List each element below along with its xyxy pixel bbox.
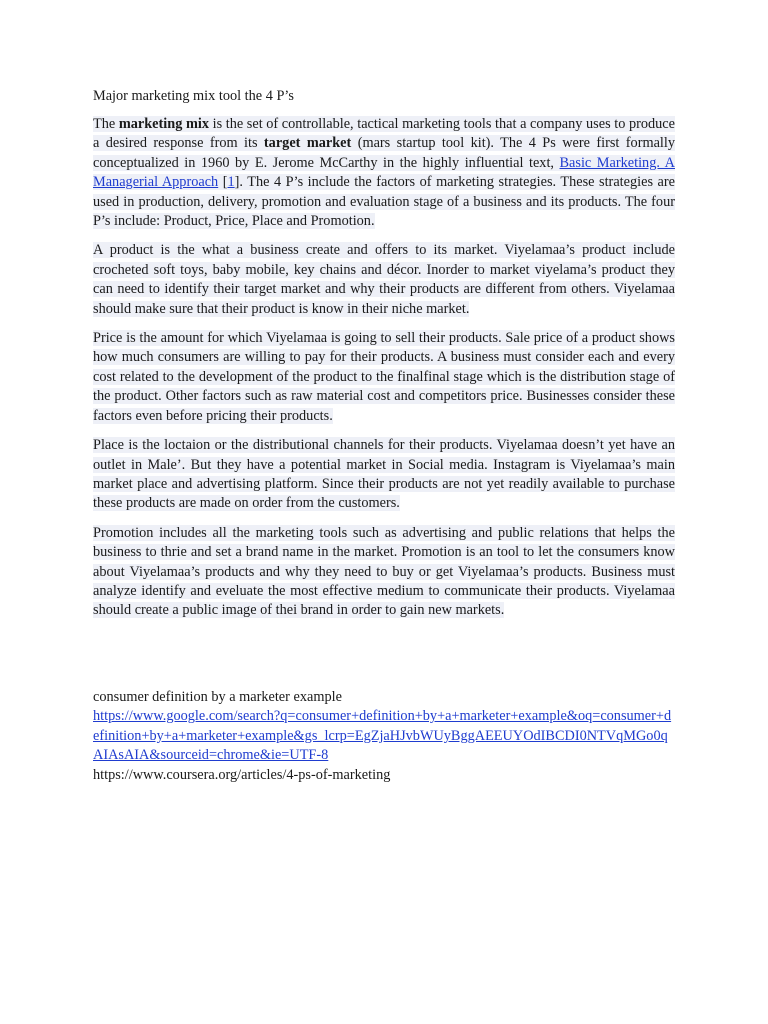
intro-text-3: (mars startup tool kit). The 4 Ps were first formally conceptualized in 1960 by E. Jerome McCarthy in the highly influential text, [93, 135, 676, 171]
intro-text-5: ]. The 4 P’s include the factors of marketing strategies. These strategies are used in production, delivery, promotion and evaluation stage of a business and its products. The four P’s include: Product, Price, Place and Promotion. [93, 174, 675, 230]
consumer-definition-label: consumer definition by a marketer example [93, 689, 342, 705]
intro-paragraph [93, 115, 675, 231]
product-text: A product is the what a business create and offers to its market. Viyelamaa’s product include crocheted soft toys, baby mobile, key chains and décor. Inorder to market viyelama’s product they can need to identify their target market and why their products are different from others. Viyelamaa should make sure that their product is know in their niche market. [93, 242, 675, 317]
intro-text-2: is the set of controllable, tactical marketing tools that a company uses to produce a desired response from its [93, 116, 676, 152]
body-text [93, 115, 675, 631]
promotion-paragraph [93, 524, 675, 621]
product-paragraph [93, 241, 675, 319]
promotion-text: Promotion includes all the marketing tools such as advertising and public relations that helps the business to thrie and set a brand name in the market. Promotion is an tool to let the consumers know about Viyelamaa’s products and why they need to buy or get Viyelamaa’s products. Business must analyze identify and eveluate the most effective medium to communicate their products. Viyelamaa should create a public image of thei brand in order to gain new markets. [93, 524, 675, 619]
intro-text-1: The [93, 116, 119, 132]
coursera-url: https://www.coursera.org/articles/4-ps-of-marketing [93, 766, 391, 783]
term-target-market: target market [263, 135, 352, 152]
intro-text-4: [ [218, 174, 228, 191]
book-link[interactable]: Basic Marketing. A Managerial Approach [93, 154, 675, 191]
term-marketing-mix: marketing mix [118, 116, 209, 132]
place-paragraph [93, 436, 675, 514]
price-text: Price is the amount for which Viyelamaa is going to sell their products. Sale price of a product shows how much consumers are willing to pay for their products. A business must consider each and every cost related to the development of the product to the finalfinal stage which is the distribution stage of the product. Other factors such as raw material cost and competitors price. Businesses consider these factors even before pricing their products. [93, 330, 675, 424]
google-search-link[interactable]: https://www.google.com/search?q=consumer+definition+by+a+marketer+example&oq=consumer+definition+by+a+marketer+example&gs_lcrp=EgZjaHJvbWUyBggAEEUYOdIBCDI0NTVqMGo0qAIAsAIA&sourceid=chrome&ie=UTF-8 [93, 708, 672, 764]
citation-link[interactable]: 1 [227, 174, 235, 191]
references-section [93, 688, 675, 785]
document-title: Major marketing mix tool the 4 P’s [93, 88, 294, 104]
price-paragraph [93, 329, 675, 426]
place-text: Place is the loctaion or the distributional channels for their products. Viyelamaa doesn’t yet have an outlet in Male’. But they have a potential market in Social media. Instagram is Viyelamaa’s main market place and advertising platform. Since their products are not yet readily available to purchase these products are made on order from the customers. [93, 437, 675, 512]
